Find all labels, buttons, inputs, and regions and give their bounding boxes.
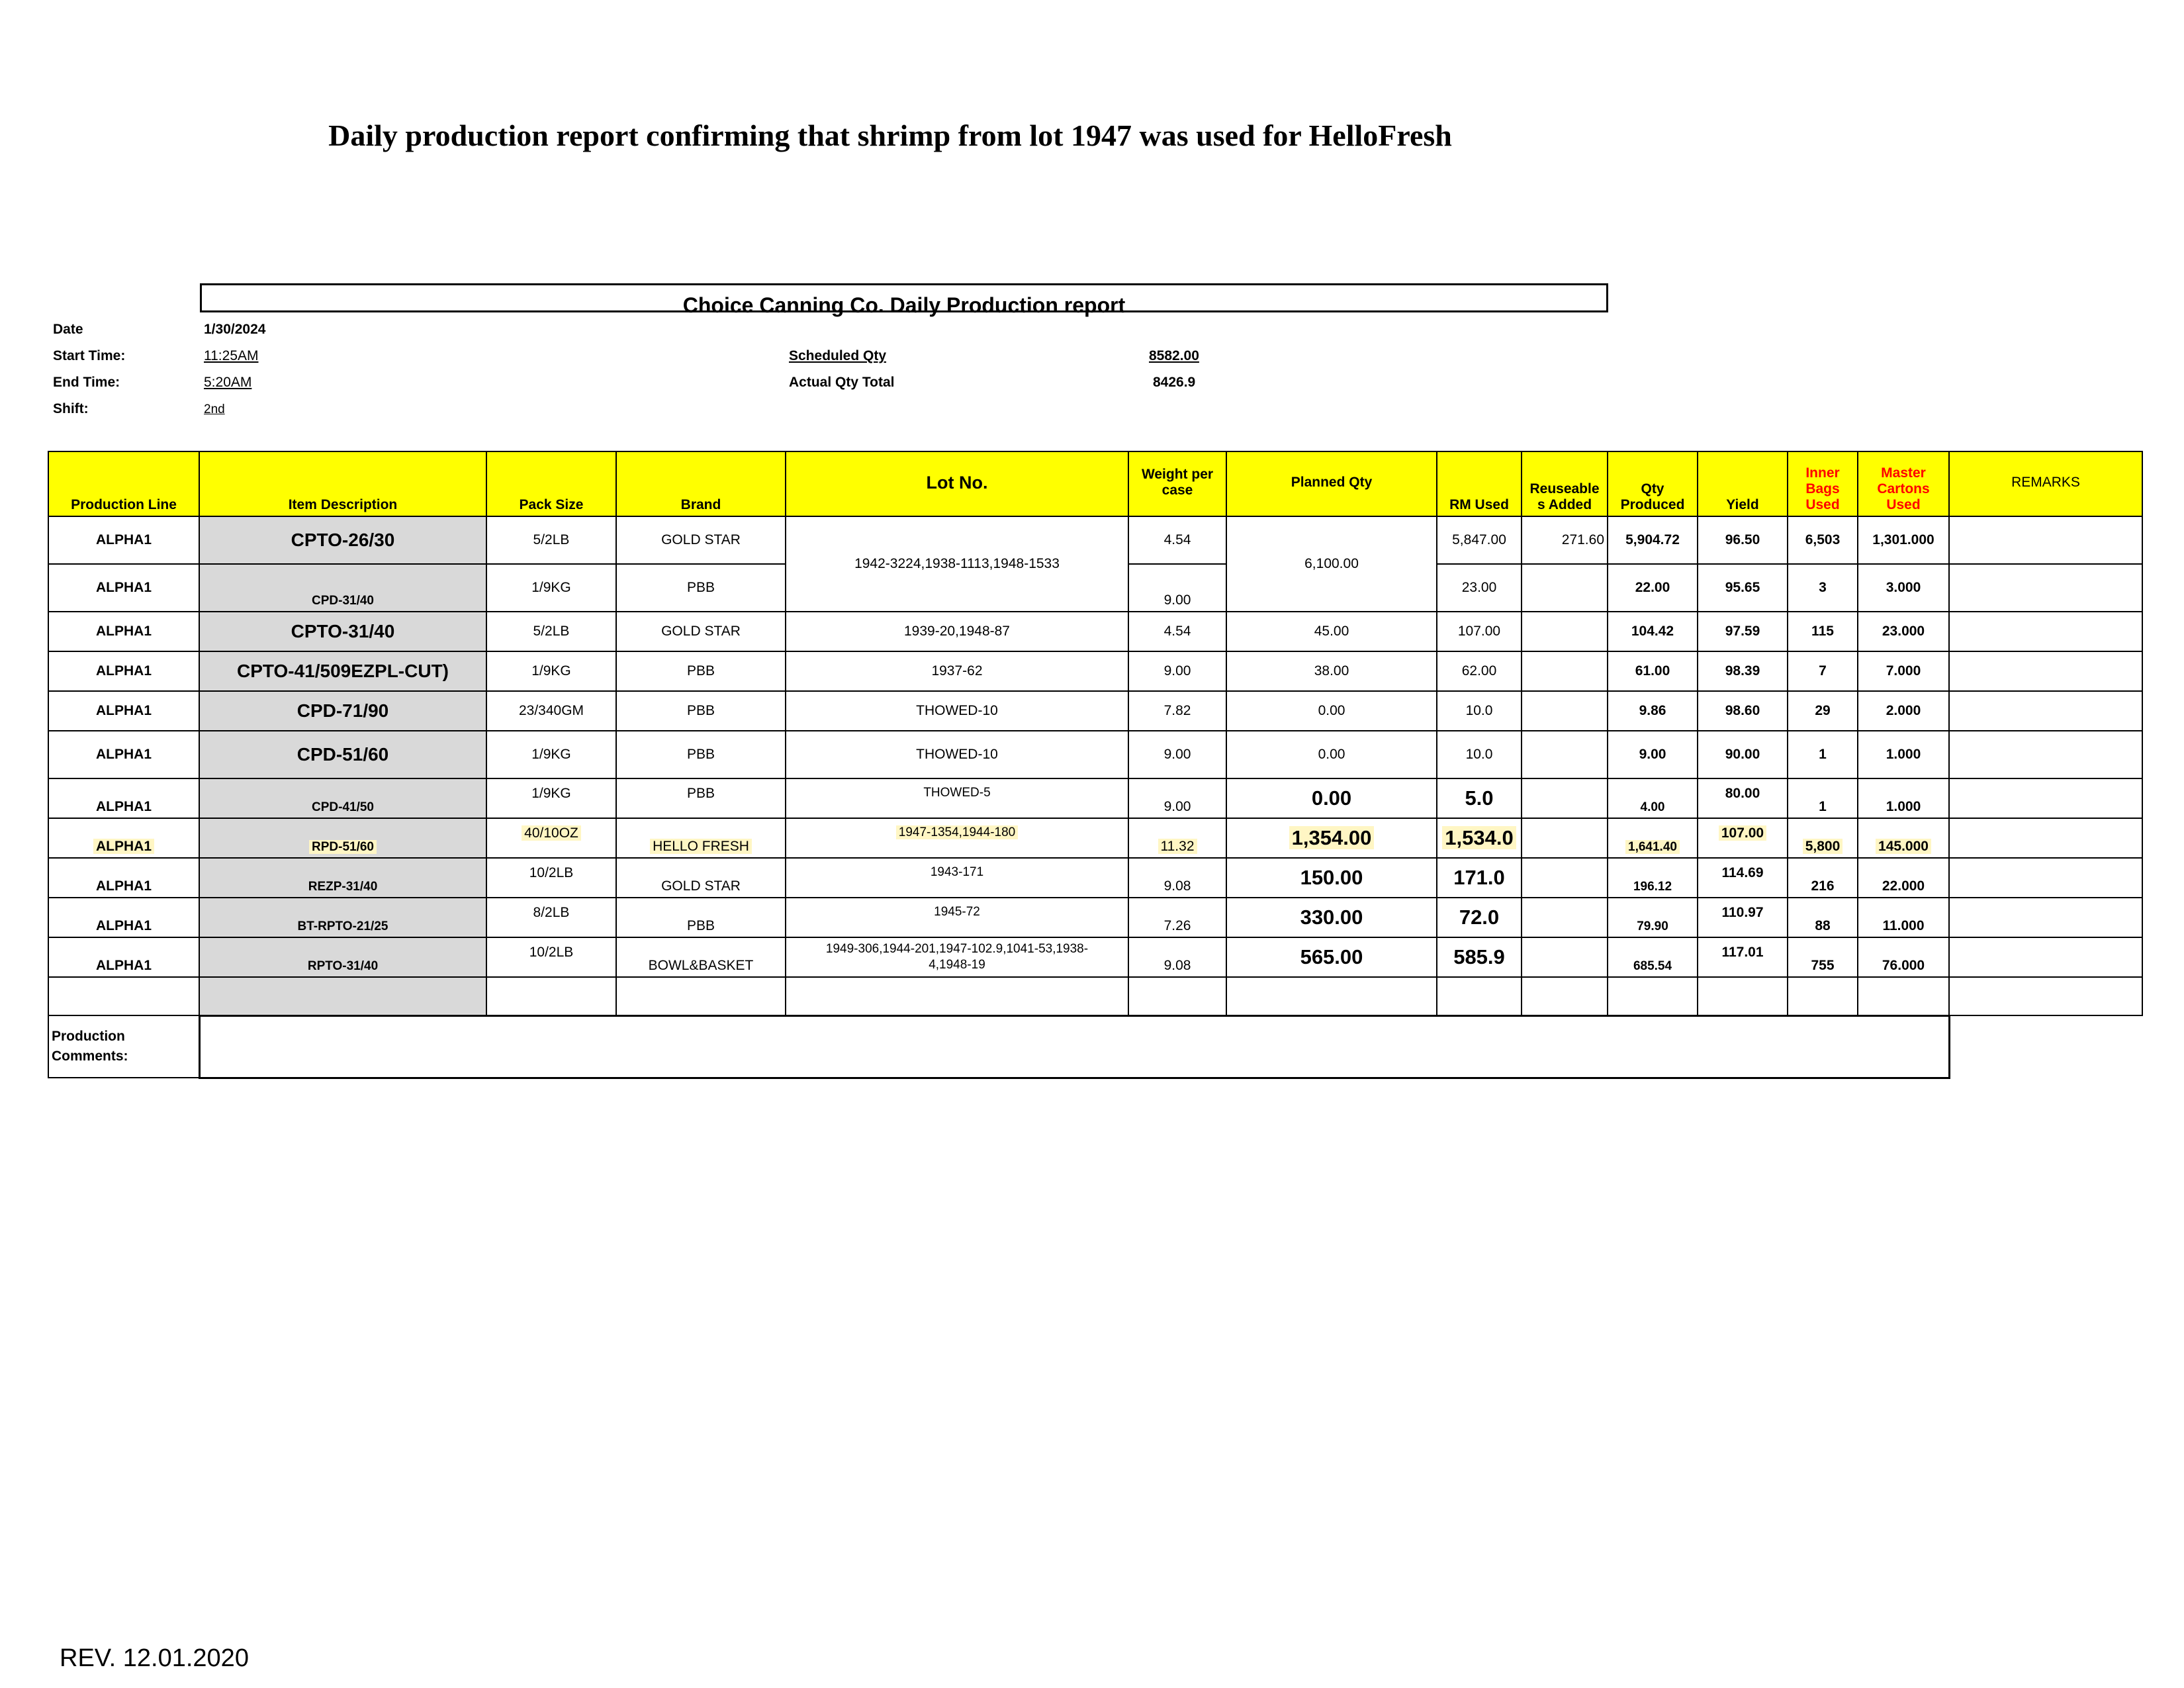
cell-lot: 1947-1354,1944-180	[786, 818, 1128, 858]
cell-brand: PBB	[616, 651, 786, 691]
table-row	[48, 778, 2142, 818]
cell-reuse	[1522, 778, 1608, 818]
cell-remarks	[1949, 651, 2142, 691]
cell-rm: 72.0	[1437, 898, 1522, 937]
cell-reuse	[1522, 691, 1608, 731]
cell-item: CPD-71/90	[199, 691, 486, 731]
cell-brand: PBB	[616, 564, 786, 612]
cell-produced: 5,904.72	[1608, 516, 1698, 564]
cell-reuse	[1522, 731, 1608, 778]
cell-yield: 98.60	[1698, 691, 1788, 731]
start-time-label: Start Time:	[53, 348, 126, 363]
cell-pack: 40/10OZ	[486, 818, 616, 858]
actual-qty-label: Actual Qty Total	[789, 375, 895, 390]
cell-bags: 6,503	[1788, 516, 1858, 564]
cell-lot: 1942-3224,1938-1113,1948-1533	[786, 516, 1128, 612]
cell-line: ALPHA1	[48, 564, 199, 612]
cell-item: RPD-51/60	[199, 818, 486, 858]
cell-rm: 171.0	[1437, 858, 1522, 898]
cell-pack: 1/9KG	[486, 564, 616, 612]
cell-rm: 62.00	[1437, 651, 1522, 691]
cell-weight: 9.00	[1128, 778, 1226, 818]
cell-line: ALPHA1	[48, 858, 199, 898]
cell-line: ALPHA1	[48, 937, 199, 977]
comments-row	[48, 1015, 2142, 1078]
cell-produced: 79.90	[1608, 898, 1698, 937]
cell-rm: 23.00	[1437, 564, 1522, 612]
cell-weight: 7.82	[1128, 691, 1226, 731]
cell-remarks	[1949, 516, 2142, 564]
table-row-empty	[48, 977, 2142, 1015]
cell-brand: PBB	[616, 778, 786, 818]
cell-pack: 1/9KG	[486, 731, 616, 778]
cell-reuse: 271.60	[1522, 516, 1608, 564]
cell-cartons: 1,301.000	[1858, 516, 1949, 564]
cell-rm: 5,847.00	[1437, 516, 1522, 564]
col-master-cartons: Master Cartons Used	[1858, 451, 1949, 516]
cell-weight: 4.54	[1128, 612, 1226, 651]
cell-remarks	[1949, 858, 2142, 898]
header-row	[48, 451, 2142, 516]
cell-lot: 1937-62	[786, 651, 1128, 691]
table-row	[48, 937, 2142, 977]
cell-reuse	[1522, 858, 1608, 898]
cell-yield: 90.00	[1698, 731, 1788, 778]
cell-item: BT-RPTO-21/25	[199, 898, 486, 937]
cell-produced: 9.00	[1608, 731, 1698, 778]
cell-weight: 4.54	[1128, 516, 1226, 564]
cell-cartons: 1.000	[1858, 731, 1949, 778]
cell-cartons: 2.000	[1858, 691, 1949, 731]
cell-pack: 5/2LB	[486, 612, 616, 651]
cell-bags: 29	[1788, 691, 1858, 731]
cell-bags: 115	[1788, 612, 1858, 651]
cell-produced: 196.12	[1608, 858, 1698, 898]
col-lot-no: Lot No.	[786, 451, 1128, 516]
cell-rm: 10.0	[1437, 691, 1522, 731]
cell-item: CPTO-31/40	[199, 612, 486, 651]
cell-yield: 98.39	[1698, 651, 1788, 691]
cell-reuse	[1522, 898, 1608, 937]
cell-planned: 6,100.00	[1226, 516, 1437, 612]
cell-remarks	[1949, 731, 2142, 778]
col-inner-bags: Inner Bags Used	[1788, 451, 1858, 516]
cell-planned: 38.00	[1226, 651, 1437, 691]
cell-pack: 8/2LB	[486, 898, 616, 937]
report-title	[200, 283, 1608, 317]
cell-produced: 685.54	[1608, 937, 1698, 977]
cell-brand: PBB	[616, 898, 786, 937]
production-comments-label: Production Comments:	[48, 1015, 199, 1078]
cell-line: ALPHA1	[48, 778, 199, 818]
col-yield: Yield	[1698, 451, 1788, 516]
cell-line: ALPHA1	[48, 731, 199, 778]
cell-planned: 565.00	[1226, 937, 1437, 977]
shift-label: Shift:	[53, 401, 89, 416]
cell-line: ALPHA1	[48, 651, 199, 691]
document-title: Daily production report confirming that shrimp from lot 1947 was used for HelloFresh	[328, 118, 1452, 152]
shift-value: 2nd	[204, 402, 225, 416]
cell-bags: 216	[1788, 858, 1858, 898]
col-brand: Brand	[616, 451, 786, 516]
cell-lot: THOWED-10	[786, 691, 1128, 731]
cell-produced: 22.00	[1608, 564, 1698, 612]
cell-brand: GOLD STAR	[616, 612, 786, 651]
cell-item: CPD-31/40	[199, 564, 486, 612]
cell-line: ALPHA1	[48, 818, 199, 858]
cell-brand: HELLO FRESH	[616, 818, 786, 858]
cell-bags: 1	[1788, 778, 1858, 818]
cell-yield: 114.69	[1698, 858, 1788, 898]
table-row	[48, 898, 2142, 937]
cell-reuse	[1522, 818, 1608, 858]
cell-bags: 1	[1788, 731, 1858, 778]
production-table	[48, 451, 2143, 1079]
col-item-description: Item Description	[199, 451, 486, 516]
actual-qty-value: 8426.9	[1153, 375, 1196, 390]
cell-lot: 1943-171	[786, 858, 1128, 898]
table-row	[48, 691, 2142, 731]
cell-bags: 5,800	[1788, 818, 1858, 858]
cell-yield: 95.65	[1698, 564, 1788, 612]
cell-reuse	[1522, 651, 1608, 691]
cell-bags: 7	[1788, 651, 1858, 691]
cell-produced: 61.00	[1608, 651, 1698, 691]
scheduled-qty-label: Scheduled Qty	[789, 348, 887, 363]
cell-planned: 150.00	[1226, 858, 1437, 898]
cell-cartons: 11.000	[1858, 898, 1949, 937]
cell-item: CPD-41/50	[199, 778, 486, 818]
cell-yield: 117.01	[1698, 937, 1788, 977]
cell-weight: 11.32	[1128, 818, 1226, 858]
cell-yield: 96.50	[1698, 516, 1788, 564]
cell-bags: 88	[1788, 898, 1858, 937]
end-time-label: End Time:	[53, 375, 120, 390]
cell-cartons: 23.000	[1858, 612, 1949, 651]
cell-brand: PBB	[616, 691, 786, 731]
col-weight-per-case: Weight per case	[1128, 451, 1226, 516]
cell-remarks	[1949, 818, 2142, 858]
cell-planned: 45.00	[1226, 612, 1437, 651]
cell-produced: 4.00	[1608, 778, 1698, 818]
cell-remarks	[1949, 612, 2142, 651]
date-label: Date	[53, 322, 83, 337]
revision-label: REV. 12.01.2020	[60, 1644, 249, 1672]
cell-cartons: 22.000	[1858, 858, 1949, 898]
table-row-highlighted	[48, 818, 2142, 858]
cell-brand: PBB	[616, 731, 786, 778]
cell-produced: 104.42	[1608, 612, 1698, 651]
cell-bags: 755	[1788, 937, 1858, 977]
cell-rm: 1,534.0	[1437, 818, 1522, 858]
cell-remarks	[1949, 691, 2142, 731]
scheduled-qty-value: 8582.00	[1149, 348, 1199, 363]
cell-line: ALPHA1	[48, 612, 199, 651]
cell-item: REZP-31/40	[199, 858, 486, 898]
cell-weight: 9.08	[1128, 858, 1226, 898]
cell-lot: THOWED-5	[786, 778, 1128, 818]
cell-cartons: 1.000	[1858, 778, 1949, 818]
col-planned-qty: Planned Qty	[1226, 451, 1437, 516]
col-remarks: REMARKS	[1949, 451, 2142, 516]
cell-produced: 9.86	[1608, 691, 1698, 731]
cell-line: ALPHA1	[48, 691, 199, 731]
cell-brand: GOLD STAR	[616, 516, 786, 564]
table-row	[48, 858, 2142, 898]
cell-cartons: 3.000	[1858, 564, 1949, 612]
table-row	[48, 612, 2142, 651]
cell-weight: 9.00	[1128, 731, 1226, 778]
cell-cartons: 7.000	[1858, 651, 1949, 691]
cell-lot: THOWED-10	[786, 731, 1128, 778]
col-reuseables-added: Reuseable s Added	[1522, 451, 1608, 516]
cell-cartons: 76.000	[1858, 937, 1949, 977]
table-row	[48, 731, 2142, 778]
cell-cartons: 145.000	[1858, 818, 1949, 858]
cell-weight: 9.00	[1128, 564, 1226, 612]
cell-yield: 107.00	[1698, 818, 1788, 858]
cell-planned: 330.00	[1226, 898, 1437, 937]
cell-rm: 107.00	[1437, 612, 1522, 651]
cell-line: ALPHA1	[48, 516, 199, 564]
cell-rm: 585.9	[1437, 937, 1522, 977]
report-title-text: Choice Canning Co. Daily Production report	[682, 293, 1126, 317]
cell-weight: 9.08	[1128, 937, 1226, 977]
col-rm-used: RM Used	[1437, 451, 1522, 516]
cell-item: RPTO-31/40	[199, 937, 486, 977]
cell-planned: 0.00	[1226, 731, 1437, 778]
cell-pack: 1/9KG	[486, 651, 616, 691]
cell-produced: 1,641.40	[1608, 818, 1698, 858]
cell-reuse	[1522, 937, 1608, 977]
cell-yield: 110.97	[1698, 898, 1788, 937]
cell-item: CPTO-41/509EZPL-CUT)	[199, 651, 486, 691]
cell-remarks	[1949, 778, 2142, 818]
cell-planned: 1,354.00	[1226, 818, 1437, 858]
cell-item: CPTO-26/30	[199, 516, 486, 564]
cell-pack: 5/2LB	[486, 516, 616, 564]
cell-yield: 80.00	[1698, 778, 1788, 818]
cell-brand: BOWL&BASKET	[616, 937, 786, 977]
col-pack-size: Pack Size	[486, 451, 616, 516]
cell-pack: 23/340GM	[486, 691, 616, 731]
cell-pack: 1/9KG	[486, 778, 616, 818]
cell-bags: 3	[1788, 564, 1858, 612]
cell-lot: 1949-306,1944-201,1947-102.9,1041-53,1938- 4,1948-19	[786, 937, 1128, 977]
cell-lot: 1945-72	[786, 898, 1128, 937]
cell-rm: 5.0	[1437, 778, 1522, 818]
col-production-line: Production Line	[48, 451, 199, 516]
col-qty-produced: Qty Produced	[1608, 451, 1698, 516]
end-time-value: 5:20AM	[204, 375, 252, 390]
production-comments-field[interactable]	[199, 1015, 1949, 1078]
cell-brand: GOLD STAR	[616, 858, 786, 898]
cell-reuse	[1522, 612, 1608, 651]
cell-planned: 0.00	[1226, 691, 1437, 731]
cell-rm: 10.0	[1437, 731, 1522, 778]
table-row	[48, 651, 2142, 691]
cell-item: CPD-51/60	[199, 731, 486, 778]
cell-pack: 10/2LB	[486, 858, 616, 898]
cell-weight: 7.26	[1128, 898, 1226, 937]
cell-yield: 97.59	[1698, 612, 1788, 651]
cell-line: ALPHA1	[48, 898, 199, 937]
cell-pack: 10/2LB	[486, 937, 616, 977]
start-time-value: 11:25AM	[204, 348, 259, 363]
cell-remarks	[1949, 898, 2142, 937]
table-row	[48, 516, 2142, 564]
cell-remarks	[1949, 564, 2142, 612]
date-value: 1/30/2024	[204, 322, 266, 337]
cell-reuse	[1522, 564, 1608, 612]
cell-weight: 9.00	[1128, 651, 1226, 691]
cell-lot: 1939-20,1948-87	[786, 612, 1128, 651]
cell-planned: 0.00	[1226, 778, 1437, 818]
cell-remarks	[1949, 937, 2142, 977]
